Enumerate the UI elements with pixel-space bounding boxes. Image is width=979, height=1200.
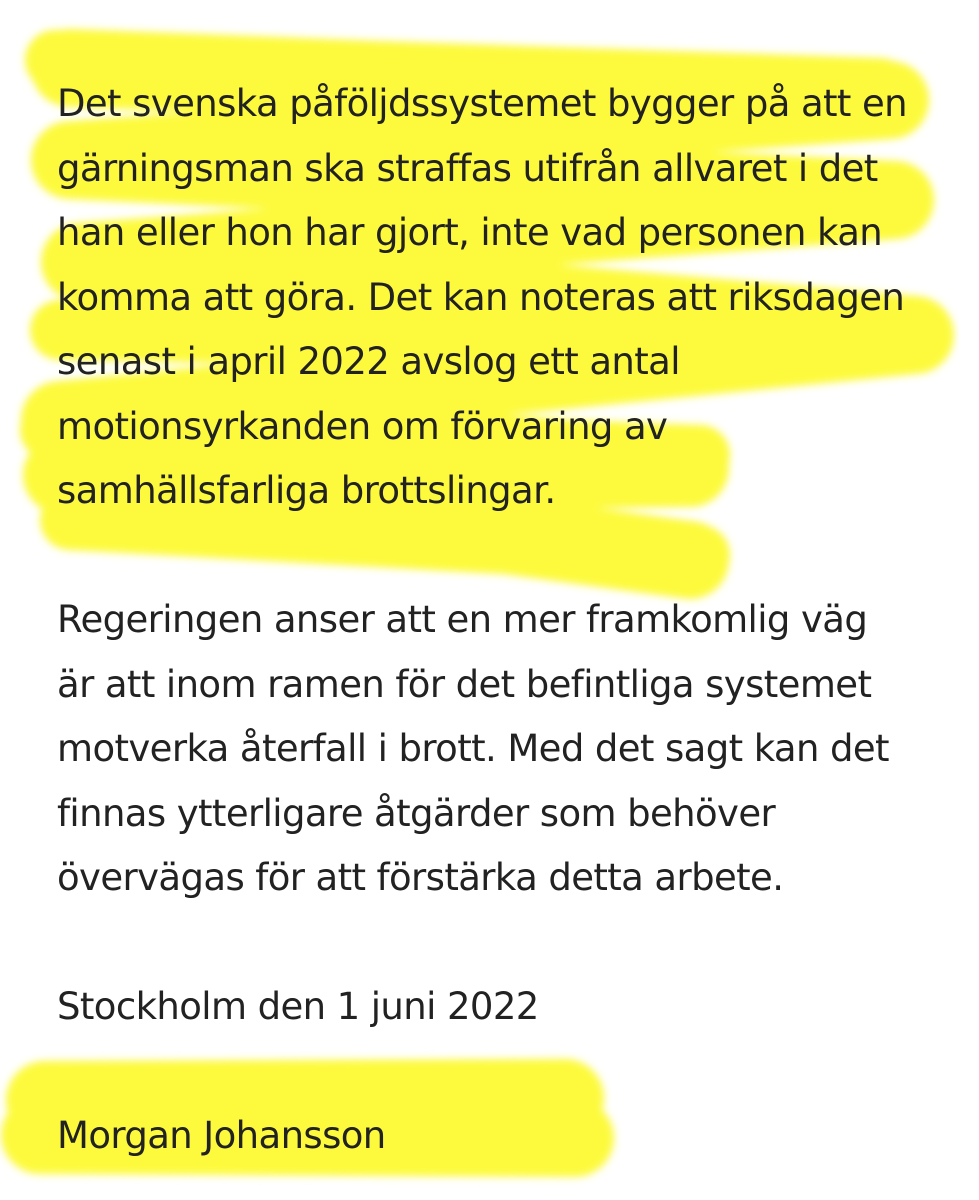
document-text xyxy=(57,72,937,1169)
text-line: Det svenska påföljdssystemet bygger på att en xyxy=(57,82,908,125)
text-line: är att inom ramen för det befintliga systemet xyxy=(57,662,872,706)
text-line: motverka återfall i brott. Med det sagt kan det xyxy=(57,727,889,770)
paragraph-spacer xyxy=(57,911,937,976)
text-line: senast i april 2022 avslog ett antal xyxy=(57,340,680,383)
place-date: Stockholm den 1 juni 2022 xyxy=(57,985,539,1028)
paragraph-spacer xyxy=(57,524,937,589)
signature-name: Morgan Johansson xyxy=(57,1114,386,1157)
text-line: gärningsman ska straffas utifrån allvaret i det xyxy=(57,146,878,190)
paragraph-2 xyxy=(57,588,937,911)
paragraph-1 xyxy=(57,72,937,524)
text-line: finnas ytterligare åtgärder som behöver xyxy=(57,791,776,835)
text-line: övervägas för att förstärka detta arbete. xyxy=(57,856,784,899)
paragraph-spacer xyxy=(57,1040,937,1105)
text-line: samhällsfarliga brottslingar. xyxy=(57,469,556,512)
text-line: komma att göra. Det kan noteras att riksdagen xyxy=(57,275,905,319)
text-line: Regeringen anser att en mer framkomlig väg xyxy=(57,598,868,641)
text-line: motionsyrkanden om förvaring av xyxy=(57,404,668,448)
text-line: han eller hon har gjort, inte vad personen kan xyxy=(57,211,883,254)
